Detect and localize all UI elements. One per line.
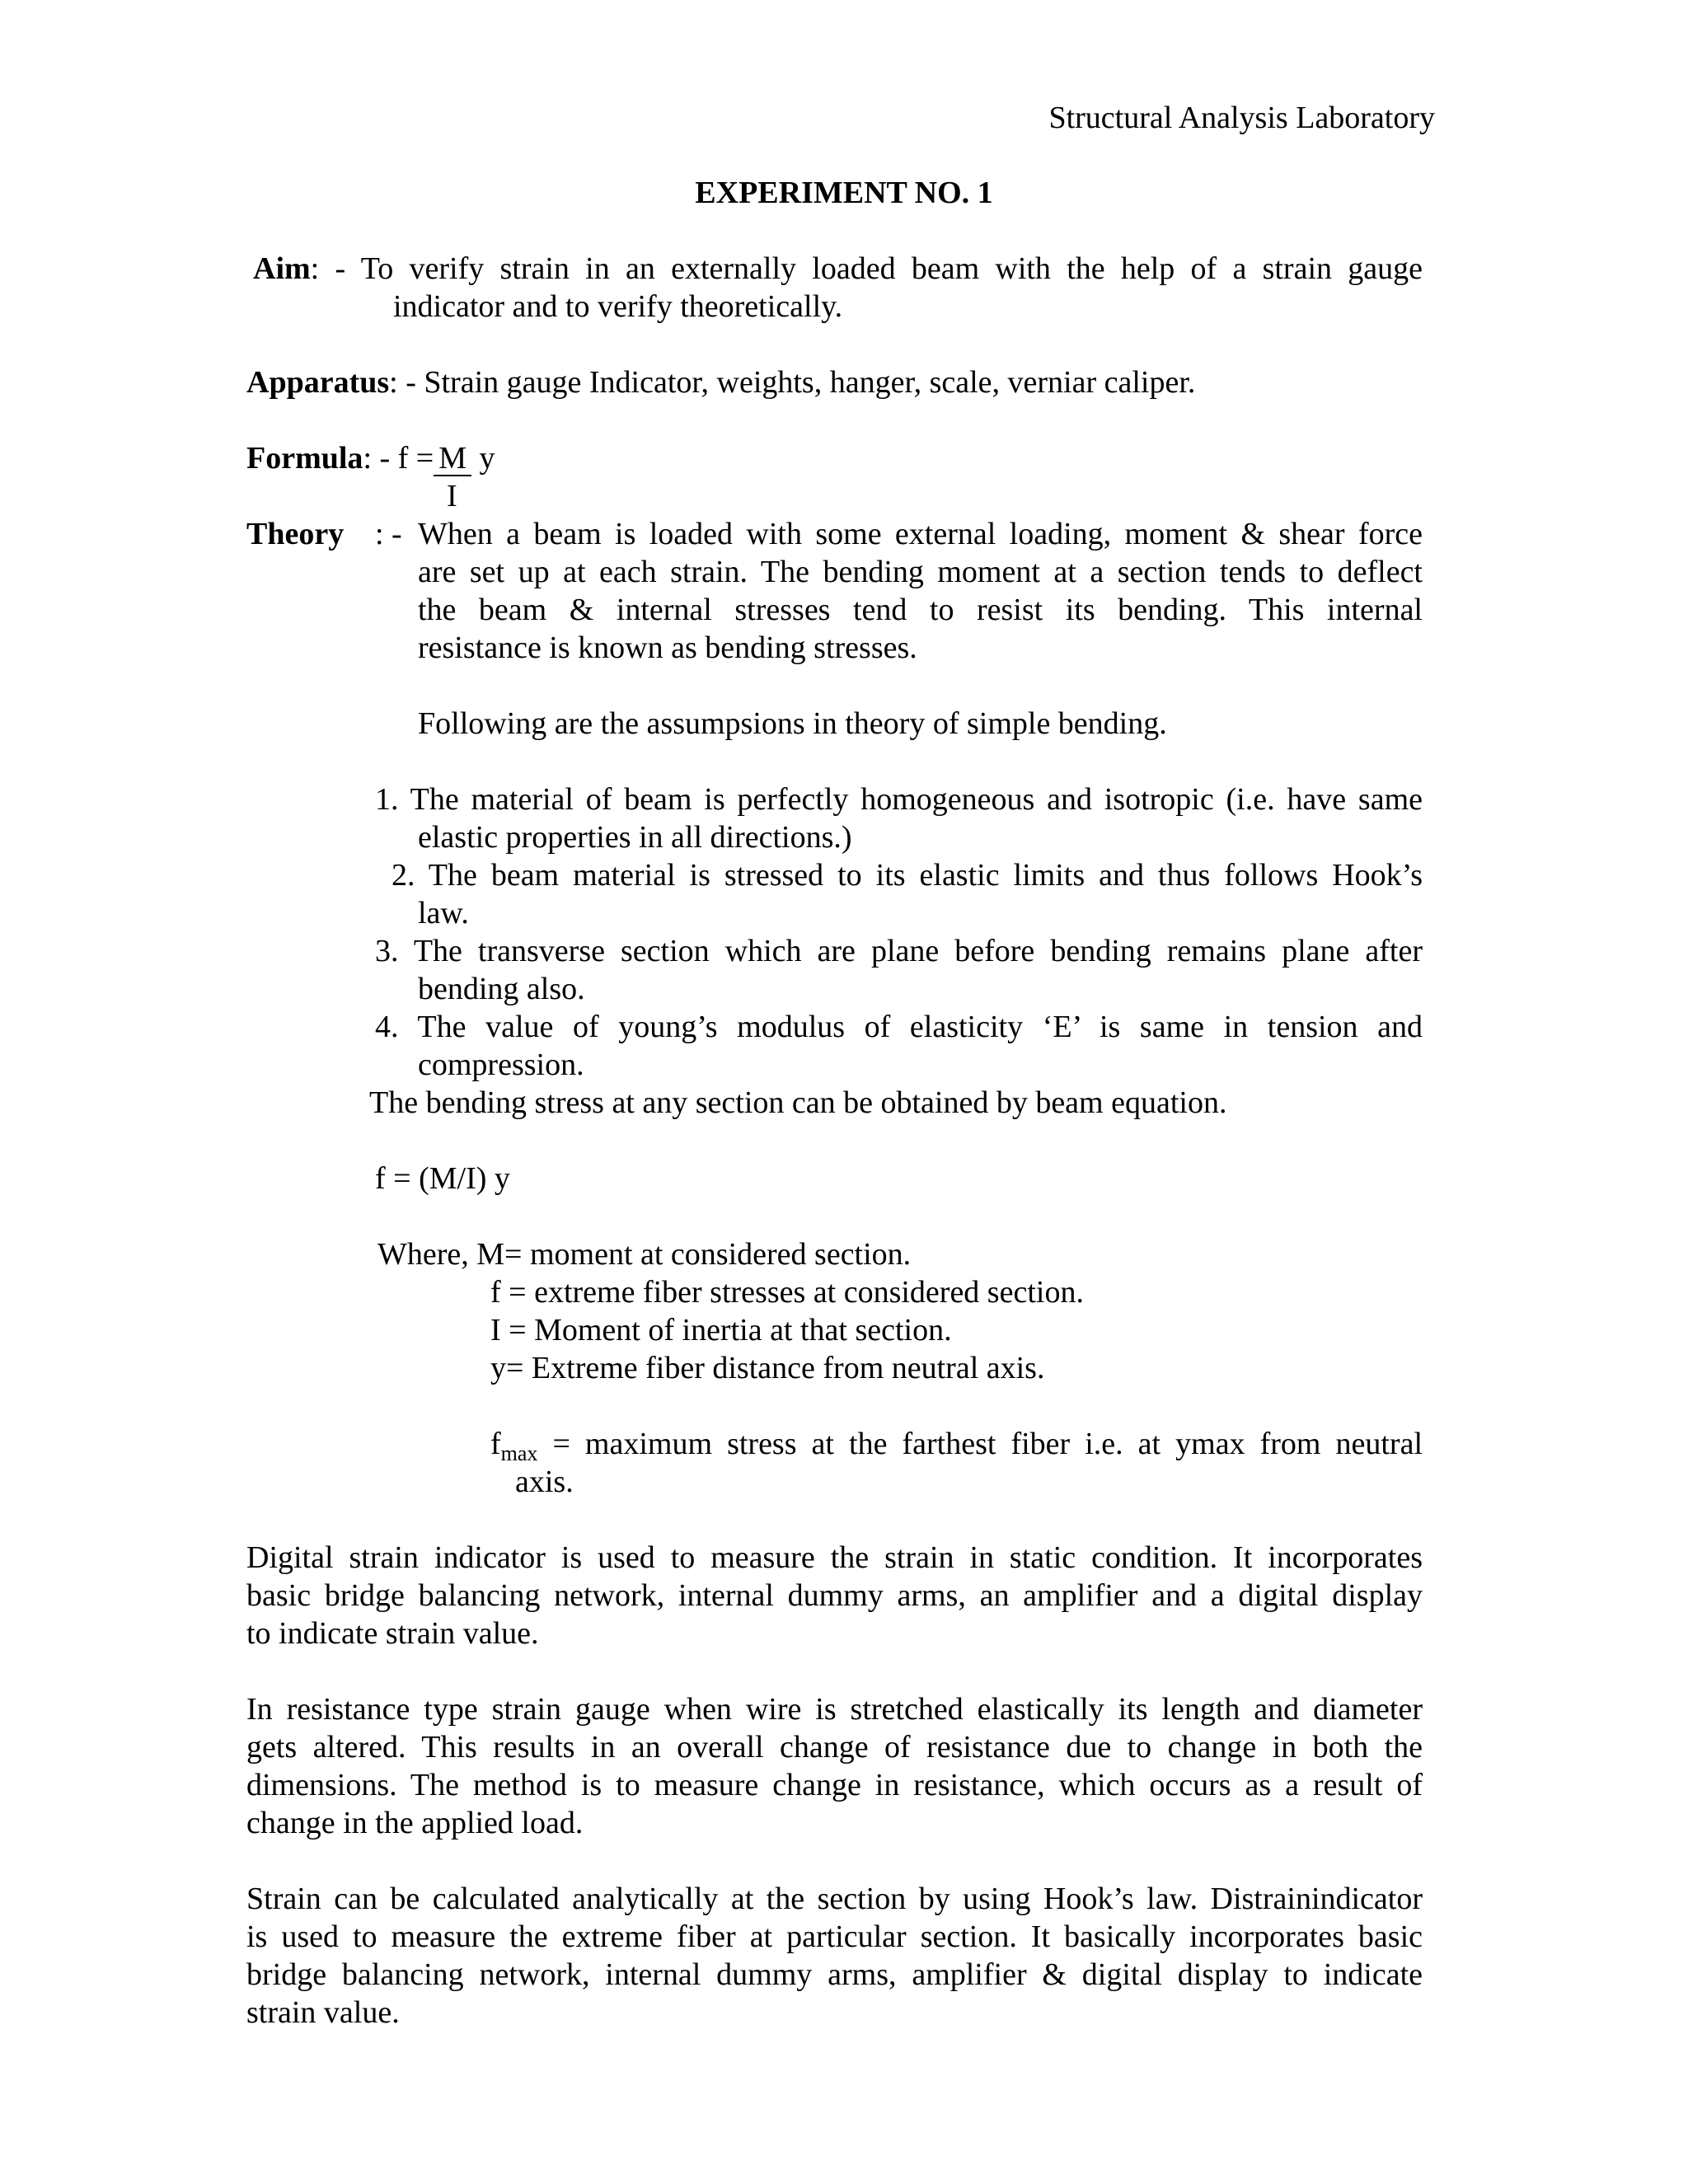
aim-line-2: indicator and to verify theoretically. xyxy=(393,289,843,324)
assumptions-intro: Following are the assumpsions in theory of simple bending. xyxy=(418,706,1167,741)
formula-line xyxy=(246,439,495,477)
definition-y: y= Extreme fiber distance from neutral axis. xyxy=(490,1351,1045,1385)
paragraph-resistance-gauge xyxy=(246,1690,1423,1842)
formula-prefix: : - f = xyxy=(363,441,434,476)
theory-line: resistance is known as bending stresses. xyxy=(418,630,917,665)
experiment-title: EXPERIMENT NO. 1 xyxy=(695,176,993,210)
assumption-item xyxy=(375,1008,1423,1084)
definition-f: f = extreme fiber stresses at considered section. xyxy=(490,1275,1084,1310)
theory-label: Theory xyxy=(246,517,345,551)
beam-equation: f = (M/I) y xyxy=(375,1161,510,1196)
aim-line-1 xyxy=(253,250,1423,288)
theory-line: the beam & internal stresses tend to resist its bending. This internal xyxy=(418,593,1423,627)
paragraph-line: basic bridge balancing network, internal dummy arms, an amplifier and a digital display xyxy=(246,1578,1423,1613)
formula-denominator: I xyxy=(447,479,457,513)
where-definition-m: Where, M= moment at considered section. xyxy=(377,1237,912,1272)
definition-i: I = Moment of inertia at that section. xyxy=(490,1313,952,1347)
aim-sep: : - xyxy=(310,251,346,286)
paragraph-line: bridge balancing network, internal dummy arms, amplifier & digital display to indicate xyxy=(246,1957,1423,1992)
paragraph-line: change in the applied load. xyxy=(246,1806,584,1840)
assumption-line: elastic properties in all directions.) xyxy=(418,820,852,855)
assumption-item xyxy=(392,856,1423,932)
paragraph-line: In resistance type strain gauge when wire is stretched elastically its length and diameter xyxy=(246,1692,1423,1727)
beam-equation-intro: The bending stress at any section can be obtained by beam equation. xyxy=(369,1085,1227,1120)
fmax-symbol: f xyxy=(490,1427,501,1461)
apparatus-label: Apparatus xyxy=(246,365,390,400)
assumption-line: law. xyxy=(418,896,469,930)
running-header: Structural Analysis Laboratory xyxy=(1048,101,1435,135)
apparatus-line xyxy=(246,363,1195,401)
theory-line: When a beam is loaded with some external loading, moment & shear force xyxy=(418,517,1423,551)
formula-suffix: y xyxy=(479,441,495,476)
assumption-line: 3. The transverse section which are plane before bending remains plane after xyxy=(375,934,1423,968)
assumption-line: 1. The material of beam is perfectly homogeneous and isotropic (i.e. have same xyxy=(375,782,1423,817)
fmax-line xyxy=(490,1425,1423,1463)
theory-paragraph xyxy=(418,515,1423,667)
assumption-line: compression. xyxy=(418,1047,584,1082)
fmax-definition xyxy=(490,1425,1423,1463)
paragraph-digital-indicator xyxy=(246,1539,1423,1652)
aim-label: Aim xyxy=(253,251,311,286)
paragraph-strain-calculation xyxy=(246,1880,1423,2032)
formula-numerator: M xyxy=(434,442,471,476)
aim-text-1: To verify strain in an externally loaded beam with the help of a strain gauge xyxy=(360,251,1423,286)
theory-line: are set up at each strain. The bending moment at a section tends to deflect xyxy=(418,555,1423,589)
apparatus-text: : - Strain gauge Indicator, weights, hanger, scale, verniar caliper. xyxy=(389,365,1196,400)
theory-sep: : - xyxy=(375,517,402,551)
paragraph-line: is used to measure the extreme fiber at particular section. It basically incorporates basic xyxy=(246,1919,1423,1954)
paragraph-line: gets altered. This results in an overall change of resistance due to change in both the xyxy=(246,1730,1423,1765)
assumption-line: 4. The value of young’s modulus of elasticity ‘E’ is same in tension and xyxy=(375,1010,1423,1044)
paragraph-line: Digital strain indicator is used to measure the strain in static condition. It incorporates xyxy=(246,1540,1423,1575)
paragraph-line: Strain can be calculated analytically at the section by using Hook’s law. Distrainindicator xyxy=(246,1882,1423,1916)
assumption-item xyxy=(375,780,1423,856)
fmax-subscript: max xyxy=(500,1441,538,1465)
fmax-axis-line: axis. xyxy=(515,1465,574,1499)
assumption-item xyxy=(375,932,1423,1008)
paragraph-line: strain value. xyxy=(246,1995,400,2030)
assumption-line: bending also. xyxy=(418,972,585,1006)
assumption-line: 2. The beam material is stressed to its elastic limits and thus follows Hook’s xyxy=(392,858,1423,893)
paragraph-line: to indicate strain value. xyxy=(246,1616,539,1651)
formula-label: Formula xyxy=(246,441,363,476)
fmax-text: = maximum stress at the farthest fiber i.e. at ymax from neutral xyxy=(552,1427,1423,1461)
paragraph-line: dimensions. The method is to measure change in resistance, which occurs as a result of xyxy=(246,1768,1423,1802)
